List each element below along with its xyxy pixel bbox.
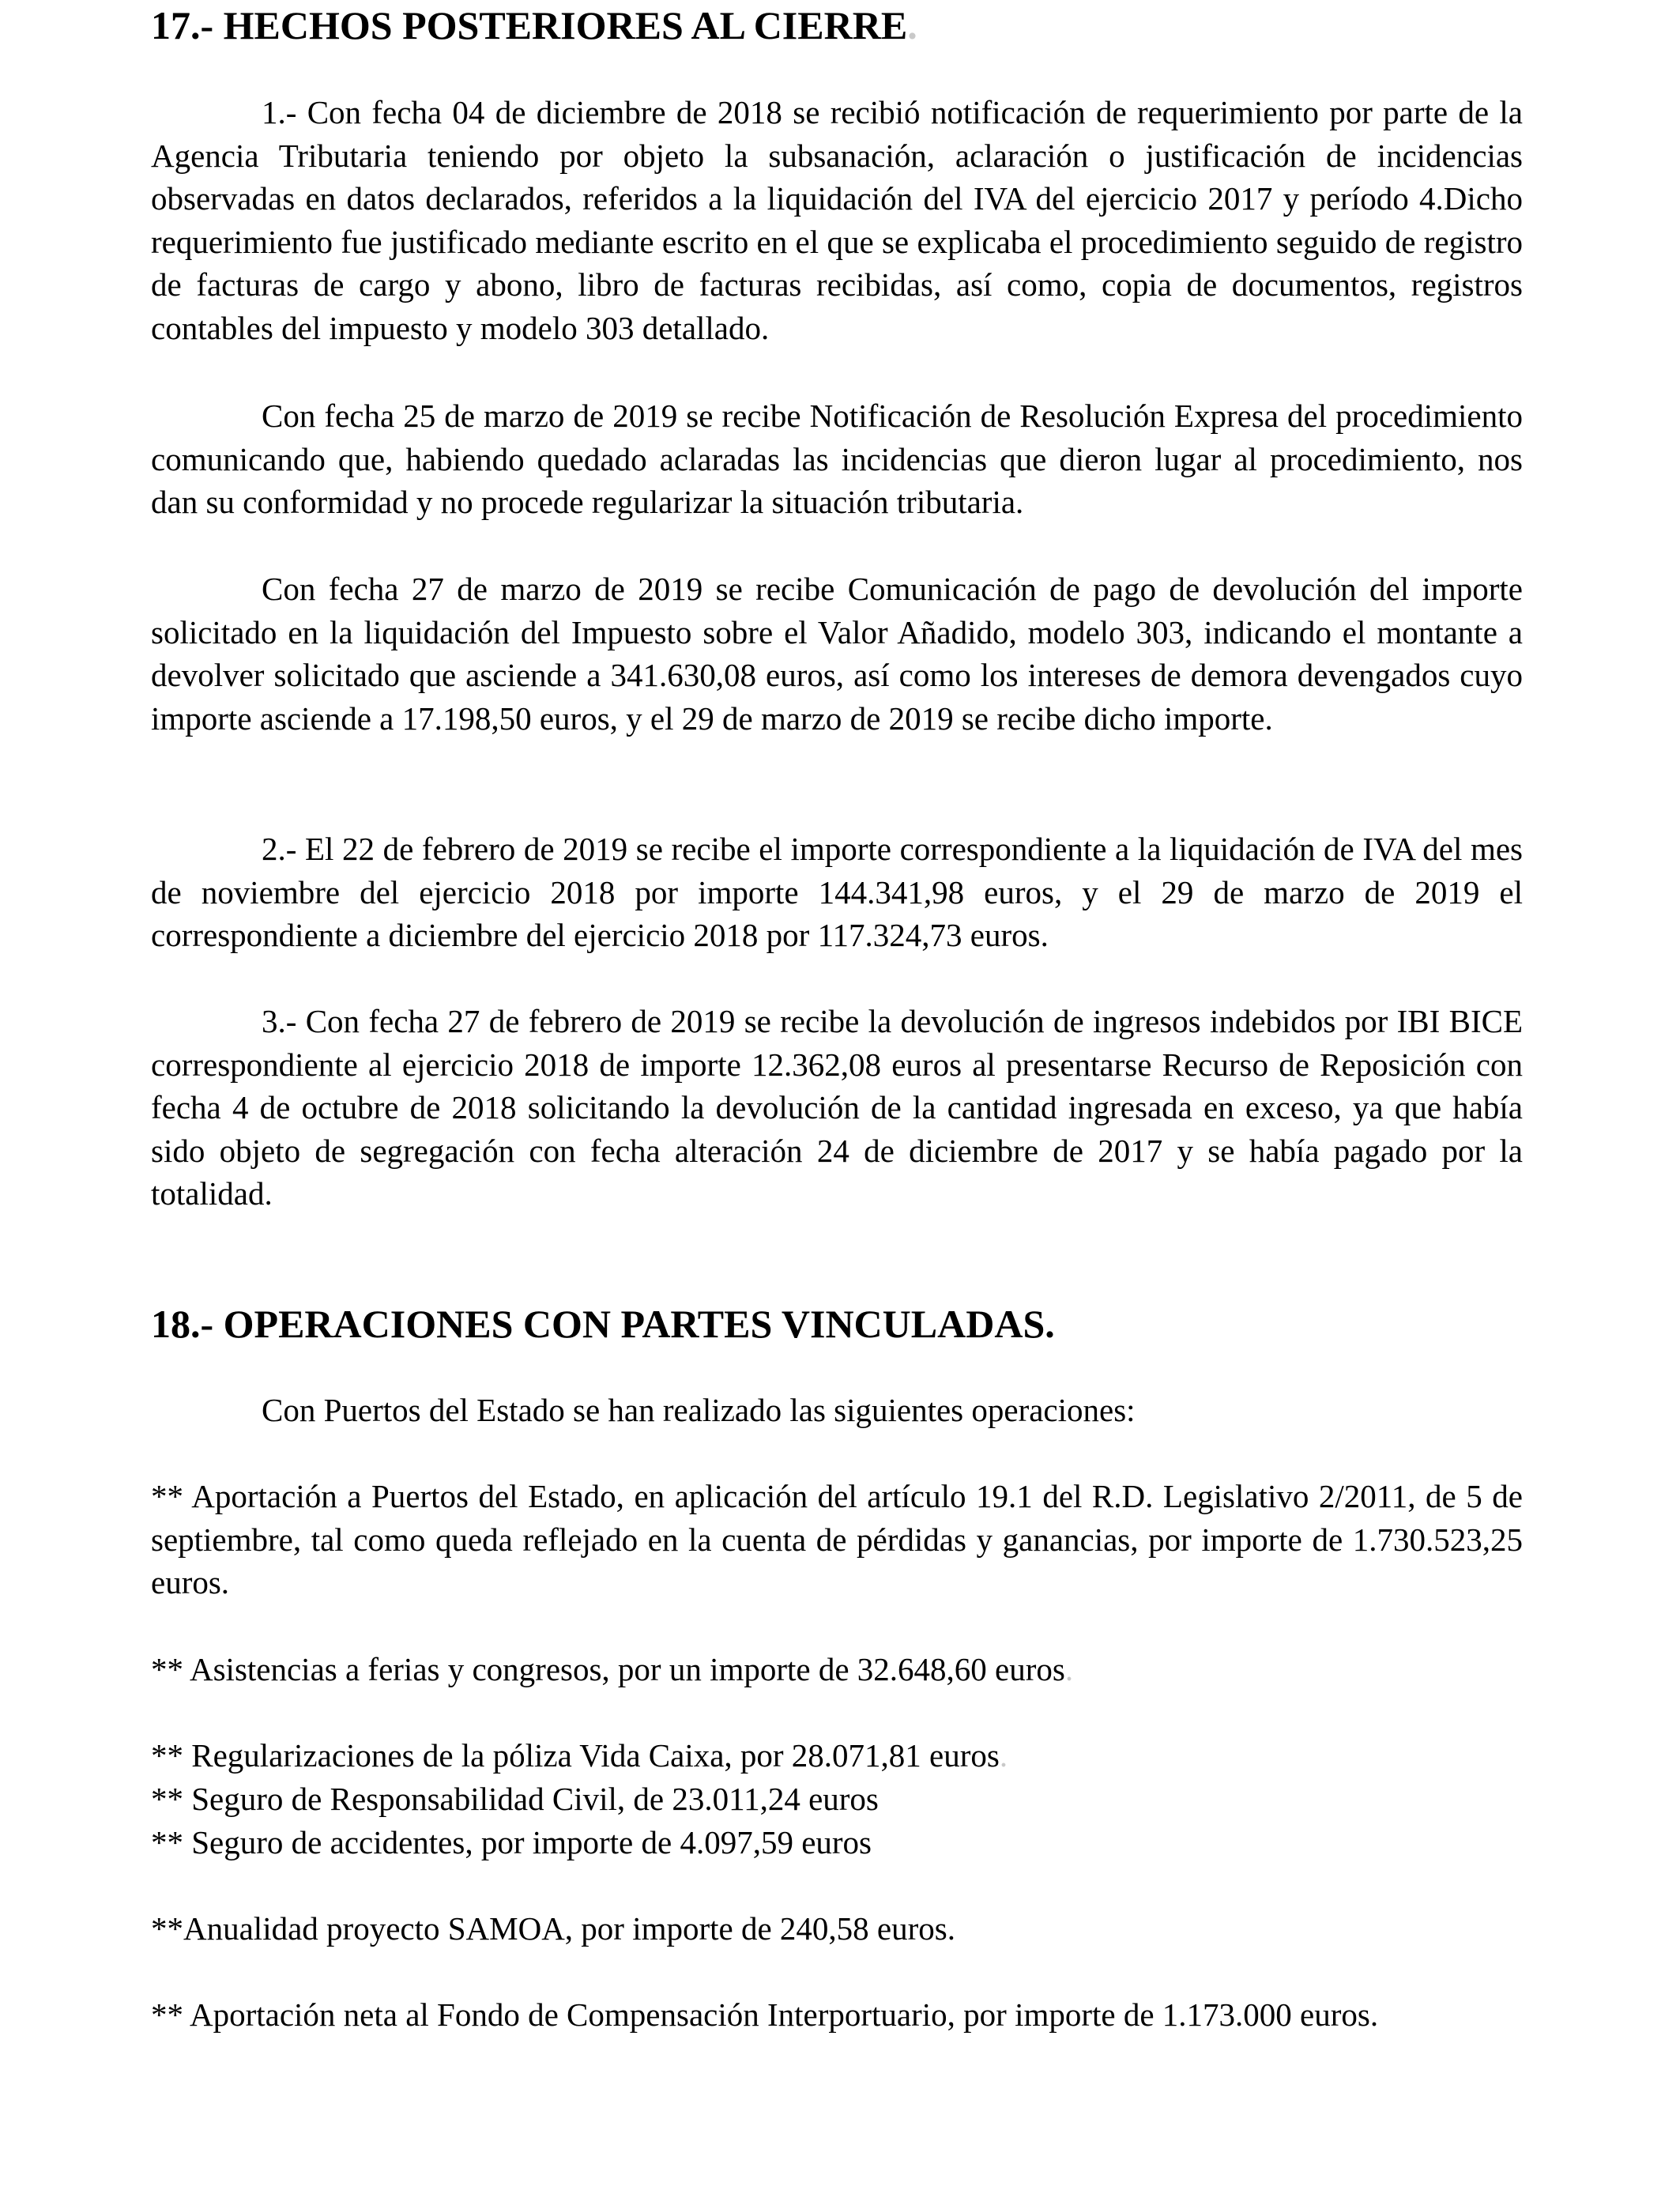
section-17-title-dot: . [907,3,917,47]
section-17-heading [151,2,917,49]
section-17-paragraph-3: Con fecha 27 de marzo de 2019 se recibe Comunicación de pago de devolución del importe solicitado en la liquidación del Impuesto sobre el Valor Añadido, modelo 303, indicando el montante a devolver solicitado que asciende a 341.630,08 euros, así como los intereses de demora devengados cuyo importe asciende a 17.198,50 euros, y el 29 de marzo de 2019 se recibe dicho importe. [151,571,1523,737]
operation-item: **Anualidad proyecto SAMOA, por importe de 240,58 euros. [151,1910,955,1947]
operation-item [151,1734,1523,1777]
operation-item: ** Aportación a Puertos del Estado, en aplicación del artículo 19.1 del R.D. Legislativo 2/2011, de 5 de septiembre, tal como queda reflejado en la cuenta de pérdidas y ganancias, por importe de 1.730.523,25 euros. [151,1478,1523,1600]
operation-item-text: ** Asistencias a ferias y congresos, por un importe de 32.648,60 euros [151,1651,1065,1687]
section-18-intro: Con Puertos del Estado se han realizado las siguientes operaciones: [262,1392,1136,1428]
operation-item-dot: . [1064,1651,1074,1687]
section-18-heading: 18.- OPERACIONES CON PARTES VINCULADAS. [151,1302,1055,1346]
section-17-paragraph-1: 1.- Con fecha 04 de diciembre de 2018 se recibió notificación de requerimiento por parte de la Agencia Tributaria teniendo por objeto la subsanación, aclaración o justificación de incidencias observadas en datos declarados, referidos a la liquidación del IVA del ejercicio 2017 y período 4.Dicho requerimiento fue justificado mediante escrito en el que se explicaba el procedimiento seguido de registro de facturas de cargo y abono, libro de facturas recibidas, así como, copia de documentos, registros contables del impuesto y modelo 303 detallado. [151,94,1523,346]
operation-item: ** Seguro de Responsabilidad Civil, de 23.011,24 euros [151,1781,879,1817]
operation-item-text: ** Regularizaciones de la póliza Vida Caixa, por 28.071,81 euros [151,1737,1000,1774]
operation-item: ** Seguro de accidentes, por importe de 4.097,59 euros [151,1824,872,1860]
section-17-paragraph-5: 3.- Con fecha 27 de febrero de 2019 se recibe la devolución de ingresos indebidos por IBI BICE correspondiente al ejercicio 2018 de importe 12.362,08 euros al presentarse Recurso de Reposición con fecha 4 de octubre de 2018 solicitando la devolución de la cantidad ingresada en exceso, ya que había sido objeto de segregación con fecha alteración 24 de diciembre de 2017 y se había pagado por la totalidad. [151,1003,1523,1212]
section-17-paragraph-2: Con fecha 25 de marzo de 2019 se recibe Notificación de Resolución Expresa del procedimiento comunicando que, habiendo quedado aclaradas las incidencias que dieron lugar al procedimiento, nos dan su conformidad y no procede regularizar la situación tributaria. [151,398,1523,520]
operation-item-dot: . [999,1737,1008,1774]
operation-item [151,1648,1523,1691]
section-17-paragraph-4: 2.- El 22 de febrero de 2019 se recibe el importe correspondiente a la liquidación de IVA del mes de noviembre del ejercicio 2018 por importe 144.341,98 euros, y el 29 de marzo de 2019 el correspondiente a diciembre del ejercicio 2018 por 117.324,73 euros. [151,831,1523,953]
operation-item: ** Aportación neta al Fondo de Compensación Interportuario, por importe de 1.173.000 euros. [151,1996,1379,2033]
section-17-title: 17.- HECHOS POSTERIORES AL CIERRE [151,3,908,47]
